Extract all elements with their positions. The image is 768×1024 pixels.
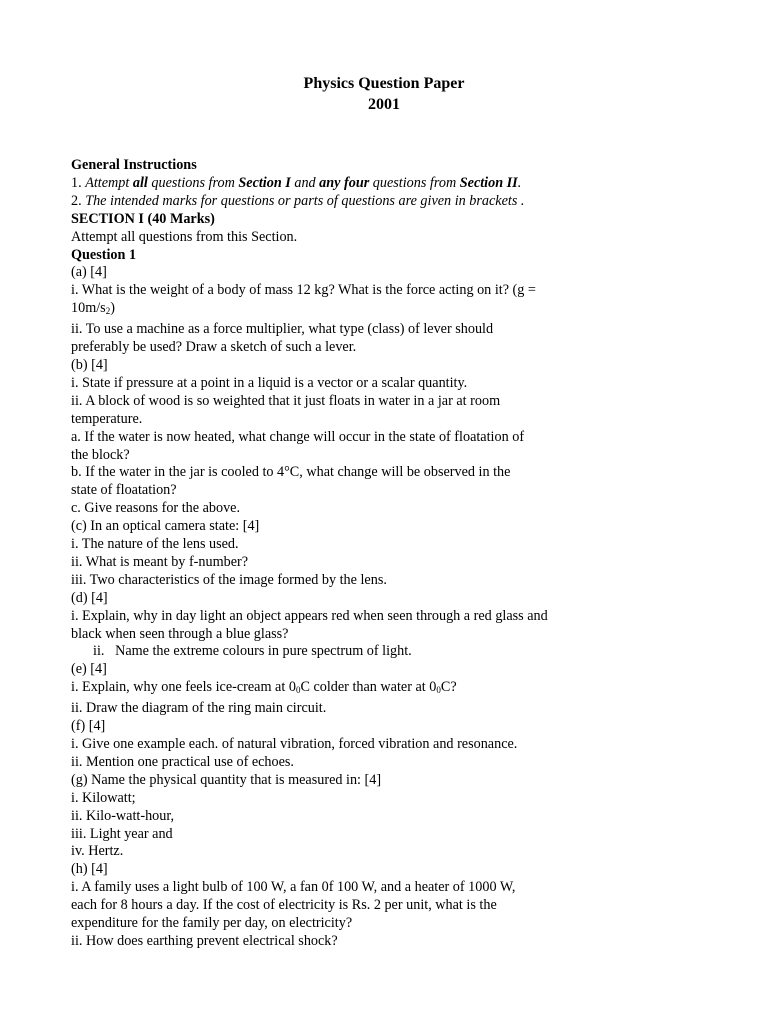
question-line: expenditure for the family per day, on electricity?: [71, 915, 353, 932]
page-title: Physics Question Paper: [303, 75, 465, 92]
instruction-1-part: questions from: [147, 174, 239, 191]
document-body: [71, 157, 591, 951]
question-text: C?: [440, 679, 457, 696]
instruction-1-part: any four: [319, 174, 370, 191]
subscript: 2: [105, 306, 111, 317]
subscript: 0: [295, 685, 301, 696]
instruction-1-part: Section II: [459, 174, 518, 191]
instruction-2: [71, 193, 591, 211]
question-line: ii. Name the extreme colours in pure spectrum of light.: [93, 643, 412, 660]
question-line: ii. Kilo-watt-hour,: [71, 807, 175, 824]
section-note: Attempt all questions from this Section.: [71, 228, 298, 245]
question-line: i. The nature of the lens used.: [71, 536, 239, 553]
instruction-1-part: Section I: [238, 174, 291, 191]
question-line: ii. What is meant by f-number?: [71, 553, 249, 570]
question-line: i. Give one example each. of natural vibration, forced vibration and resonance.: [71, 736, 518, 752]
question-line: b. If the water in the jar is cooled to 4°C, what change will be observed in the: [71, 464, 511, 481]
question-line: ii. How does earthing prevent electrical shock?: [71, 932, 338, 949]
question-line: c. Give reasons for the above.: [71, 500, 241, 517]
question-text: i. Explain, why one feels ice-cream at 0: [71, 679, 296, 696]
instructions-heading: General Instructions: [71, 157, 197, 173]
part-label: (f) [4]: [71, 718, 106, 735]
instruction-2-number: 2.: [71, 192, 86, 209]
question-line: ii. A block of wood is so weighted that it just floats in water in a jar at room: [71, 392, 501, 409]
instruction-1-part: .: [517, 174, 522, 191]
part-label: (d) [4]: [71, 589, 108, 606]
instruction-1: [71, 175, 591, 193]
question-line: ii. Draw the diagram of the ring main circuit.: [71, 700, 327, 717]
question-line: i. What is the weight of a body of mass 12 kg? What is the force acting on it? (g =: [71, 282, 536, 299]
question-line: [71, 679, 591, 700]
part-label: (h) [4]: [71, 861, 108, 878]
instruction-1-part: questions from: [369, 174, 460, 191]
instruction-2-text: The intended marks for questions or parts of questions are given in brackets .: [85, 192, 525, 209]
part-label: (a) [4]: [71, 264, 107, 281]
page-year: 2001: [368, 96, 400, 113]
question-line: iii. Light year and: [71, 825, 173, 842]
part-label: (c) In an optical camera state: [4]: [71, 518, 260, 535]
question-line: i. Explain, why in day light an object appears red when seen through a red glass and: [71, 607, 548, 624]
part-label: (g) Name the physical quantity that is measured in: [4]: [71, 771, 382, 788]
instruction-1-number: 1.: [71, 174, 86, 191]
section-heading: SECTION I (40 Marks): [71, 210, 215, 227]
question-line: i. Kilowatt;: [71, 789, 136, 806]
question-line: iv. Hertz.: [71, 843, 124, 860]
question-line: iii. Two characteristics of the image formed by the lens.: [71, 571, 387, 588]
question-text: ): [110, 300, 115, 317]
question-text: C colder than water at 0: [300, 679, 437, 696]
question-line: preferably be used? Draw a sketch of such a lever.: [71, 339, 357, 356]
question-line: i. A family uses a light bulb of 100 W, a fan 0f 100 W, and a heater of 1000 W,: [71, 879, 516, 896]
instruction-1-part: Attempt: [85, 174, 133, 191]
part-label: (e) [4]: [71, 661, 107, 678]
part-label: (b) [4]: [71, 356, 108, 373]
question-line: the block?: [71, 446, 130, 463]
instruction-1-part: all: [132, 174, 148, 191]
question-line: temperature.: [71, 410, 143, 427]
question-heading: Question 1: [71, 246, 137, 263]
question-line: black when seen through a blue glass?: [71, 625, 289, 642]
question-line: each for 8 hours a day. If the cost of electricity is Rs. 2 per unit, what is the: [71, 897, 497, 914]
question-line: i. State if pressure at a point in a liquid is a vector or a scalar quantity.: [71, 374, 468, 391]
question-line: ii. Mention one practical use of echoes.: [71, 753, 294, 770]
subscript: 0: [436, 685, 441, 696]
question-line: [71, 300, 591, 321]
instruction-1-part: and: [290, 174, 320, 191]
question-line: state of floatation?: [71, 482, 177, 499]
question-line: a. If the water is now heated, what change will occur in the state of floatation of: [71, 428, 525, 445]
question-text: 10m/s: [71, 300, 106, 317]
question-line: ii. To use a machine as a force multiplier, what type (class) of lever should: [71, 321, 494, 338]
